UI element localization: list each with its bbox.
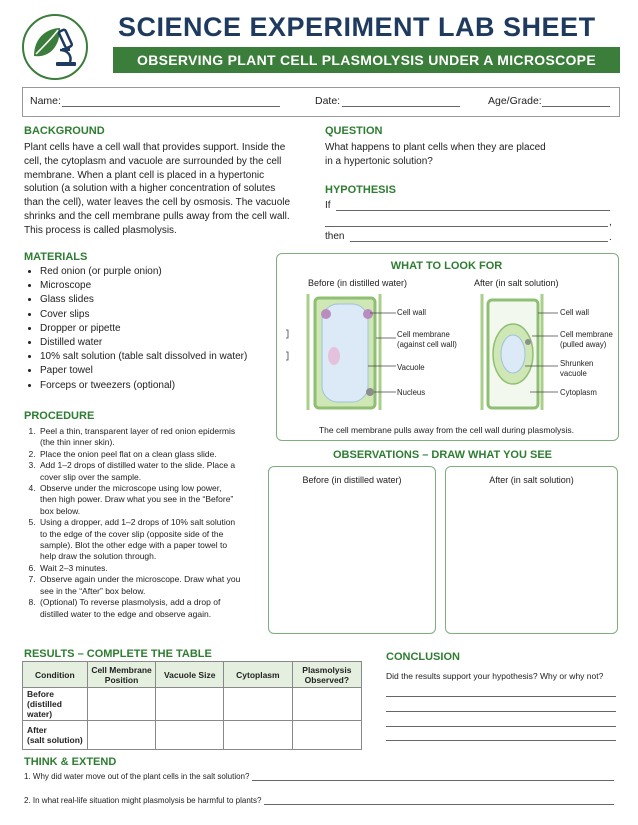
hypothesis-comma: , — [609, 217, 612, 228]
name-label: Name: — [30, 95, 61, 107]
list-item: 8. (Optional) To reverse plasmolysis, add a drop of distilled water to the edge and observe again. — [38, 597, 269, 620]
hypothesis-heading: HYPOTHESIS — [325, 184, 396, 196]
list-item: • 10% salt solution (table salt dissolved in water) — [40, 350, 274, 364]
look-for-caption: The cell membrane pulls away from the cell wall during plasmolysis. — [318, 425, 575, 435]
conclusion-line[interactable] — [386, 711, 616, 712]
column-header: Cell Membrane Position — [87, 662, 156, 688]
grade-field[interactable] — [542, 106, 610, 107]
before-drawing-box[interactable] — [268, 466, 436, 634]
table-cell[interactable] — [224, 688, 293, 721]
column-header: Plasmolysis Observed? — [292, 662, 361, 688]
list-item: 1. Peel a thin, transparent layer of red onion epidermis (the thin inner skin). — [38, 426, 269, 449]
results-heading: RESULTS – COMPLETE THE TABLE — [24, 648, 212, 660]
list-item: • Microscope — [40, 279, 274, 293]
before-drawing-label: Before (in distilled water) — [302, 475, 402, 485]
materials-heading: MATERIALS — [24, 251, 88, 263]
results-table — [22, 661, 362, 750]
list-item: 6. Wait 2–3 minutes. — [38, 563, 269, 574]
conclusion-line[interactable] — [386, 740, 616, 741]
hypothesis-then-line[interactable] — [350, 241, 608, 242]
conclusion-line[interactable] — [386, 696, 616, 697]
background-text: Plant cells have a cell wall that provides support. Inside the cell, the cytoplasm and vacuole are surrounded by the cell membrane. When a plant cell is placed in a hypertonic solution (a solution with a higher concentration of solutes than the cell), water leaves the cell by osmosis. The vacuole shrinks and the cell membrane pulls away from the cell wall. This process is called plasmolysis. — [24, 142, 291, 236]
think-answer-2[interactable] — [264, 804, 614, 805]
page-title: SCIENCE EXPERIMENT LAB SHEET — [118, 12, 596, 42]
column-header: Vacuole Size — [156, 662, 224, 688]
table-cell[interactable] — [224, 721, 293, 750]
think-question-1: 1. Why did water move out of the plant cells in the salt solution? — [24, 772, 250, 781]
hypothesis-if-line[interactable] — [336, 210, 610, 211]
list-item: 7. Observe again under the microscope. Draw what you see in the “After” box below. — [38, 574, 269, 597]
after-drawing-box[interactable] — [445, 466, 618, 634]
table-row — [23, 721, 362, 750]
think-answer-1[interactable] — [252, 780, 614, 781]
list-item: 3. Add 1–2 drops of distilled water to the slide. Place a cover slip over the sample. — [38, 460, 269, 483]
look-for-after-label: After (in salt solution) — [474, 278, 559, 288]
list-item: • Glass slides — [40, 293, 274, 307]
before-cell — [286, 294, 396, 410]
hypothesis-period: . — [609, 232, 612, 243]
row-header: Before (distilled water) — [23, 688, 88, 721]
hypothesis-line-2[interactable] — [325, 226, 608, 227]
conclusion-heading: CONCLUSION — [386, 651, 460, 663]
microscope-leaf-icon — [24, 16, 86, 78]
list-item: 4. Observe under the microscope using low power, then high power. Draw what you see in the “Before” box below. — [38, 483, 269, 517]
list-item: 2. Place the onion peel flat on a clean glass slide. — [38, 449, 269, 460]
table-cell[interactable] — [292, 721, 361, 750]
name-field[interactable] — [62, 106, 280, 107]
row-header: After (salt solution) — [23, 721, 88, 750]
table-row — [23, 688, 362, 721]
table-cell[interactable] — [156, 721, 224, 750]
conclusion-prompt: Did the results support your hypothesis? Why or why not? — [386, 671, 604, 681]
after-cell — [482, 294, 558, 410]
table-cell[interactable] — [156, 688, 224, 721]
list-item: • Forceps or tweezers (optional) — [40, 379, 274, 393]
question-heading: QUESTION — [325, 125, 383, 137]
grade-label: Age/Grade: — [488, 95, 542, 107]
think-question-2: 2. In what real-life situation might plasmolysis be harmful to plants? — [24, 796, 262, 805]
materials-list — [24, 265, 274, 393]
list-item: • Dropper or pipette — [40, 322, 274, 336]
list-item: 5. Using a dropper, add 1–2 drops of 10% salt solution to the edge of the cover slip (opposite side of the sample). Blot the other edge with a paper towel to help draw the solution through. — [38, 517, 269, 563]
think-heading: THINK & EXTEND — [24, 756, 117, 768]
list-item: • Distilled water — [40, 336, 274, 350]
table-cell[interactable] — [87, 721, 156, 750]
conclusion-line[interactable] — [386, 726, 616, 727]
page-subtitle: OBSERVING PLANT CELL PLASMOLYSIS UNDER A MICROSCOPE — [113, 47, 620, 73]
table-cell[interactable] — [292, 688, 361, 721]
date-field[interactable] — [342, 106, 460, 107]
procedure-heading: PROCEDURE — [24, 410, 95, 422]
procedure-list — [24, 426, 269, 620]
logo — [22, 14, 88, 80]
background-heading: BACKGROUND — [24, 125, 105, 137]
observations-heading: OBSERVATIONS – DRAW WHAT YOU SEE — [332, 449, 552, 461]
question-text: What happens to plant cells when they are placed in a hypertonic solution? — [325, 142, 546, 167]
column-header: Condition — [23, 662, 88, 688]
table-cell[interactable] — [87, 688, 156, 721]
list-item: • Cover slips — [40, 308, 274, 322]
list-item: • Red onion (or purple onion) — [40, 265, 274, 279]
date-label: Date: — [315, 95, 341, 107]
list-item: • Paper towel — [40, 364, 274, 378]
hypothesis-if-label: If — [325, 200, 331, 211]
hypothesis-then-label: then — [325, 231, 345, 242]
look-for-heading: WHAT TO LOOK FOR — [390, 260, 503, 272]
column-header: Cytoplasm — [224, 662, 293, 688]
look-for-before-label: Before (in distilled water) — [308, 278, 408, 288]
after-drawing-label: After (in salt solution) — [489, 475, 574, 485]
